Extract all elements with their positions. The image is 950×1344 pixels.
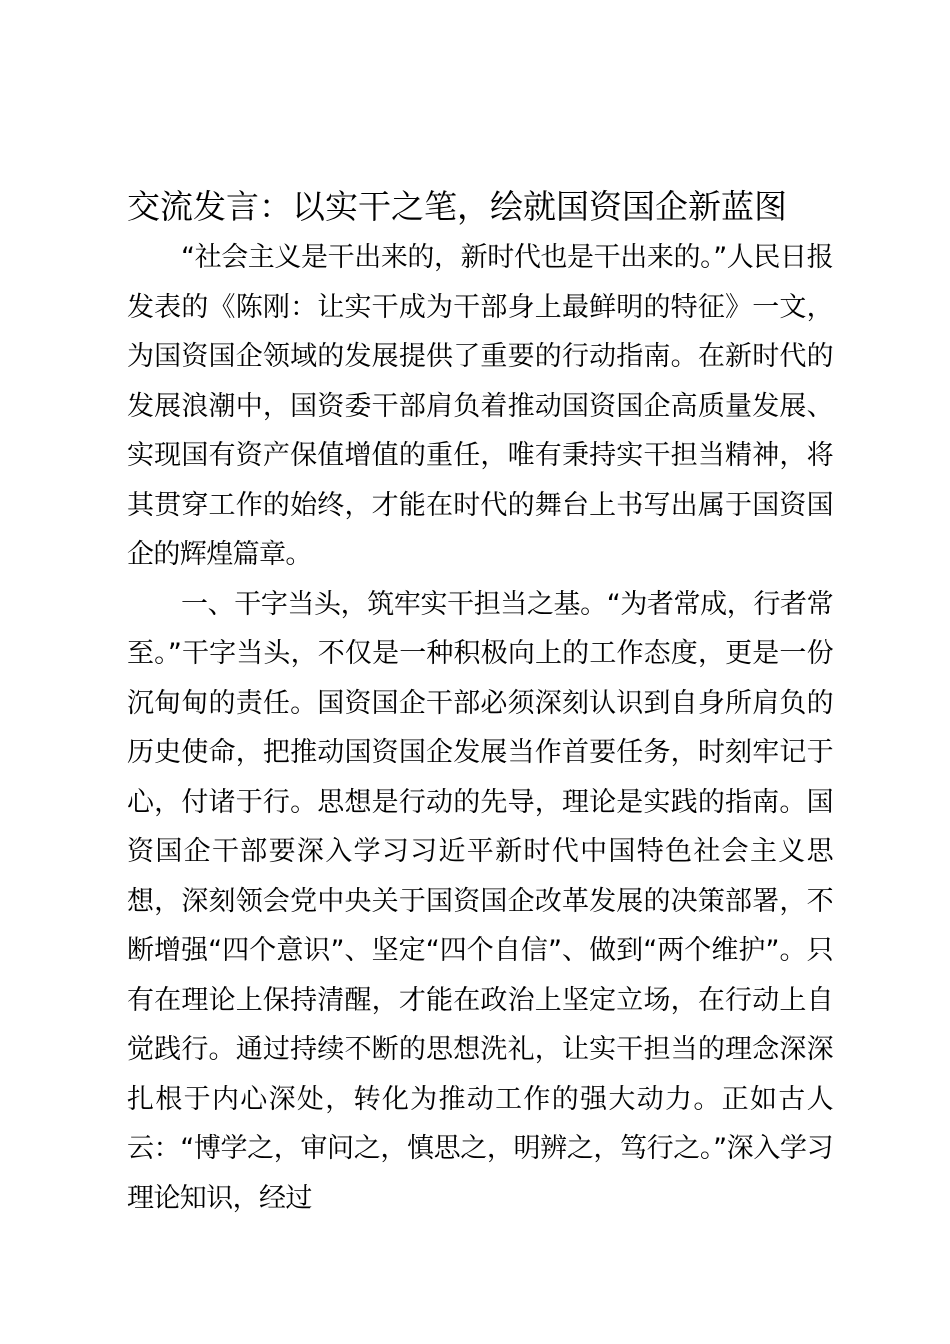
paragraph-intro: “社会主义是干出来的，新时代也是干出来的。”人民日报发表的《陈刚：让实干成为干部身上最鲜明的特征》一文，为国资国企领域的发展提供了重要的行动指南。在新时代的发展浪潮中，国资委干部肩负着推动国资国企高质量发展、实现国有资产保值增值的重任，唯有秉持实干担当精神，将其贯穿工作的始终，才能在时代的舞台上书写出属于国资国企的辉煌篇章。 (127, 242, 833, 570)
document-body (127, 233, 833, 1223)
document-title: 交流发言：以实干之笔，绘就国资国企新蓝图 (127, 187, 787, 226)
paragraph-section-one: 一、干字当头，筑牢实干担当之基。“为者常成，行者常至。”干字当头，不仅是一种积极向上的工作态度，更是一份沉甸甸的责任。国资国企干部必须深刻认识到自身所肩负的历史使命，把推动国资国企发展当作首要任务，时刻牢记于心，付诸于行。思想是行动的先导，理论是实践的指南。国资国企干部要深入学习习近平新时代中国特色社会主义思想，深刻领会党中央关于国资国企改革发展的决策部署，不断增强“四个意识”、坚定“四个自信”、做到“两个维护”。只有在理论上保持清醒，才能在政治上坚定立场，在行动上自觉践行。通过持续不断的思想洗礼，让实干担当的理念深深扎根于内心深处，转化为推动工作的强大动力。正如古人云：“博学之，审问之，慎思之，明辨之，笃行之。”深入学习理论知识，经过 (127, 588, 833, 1214)
